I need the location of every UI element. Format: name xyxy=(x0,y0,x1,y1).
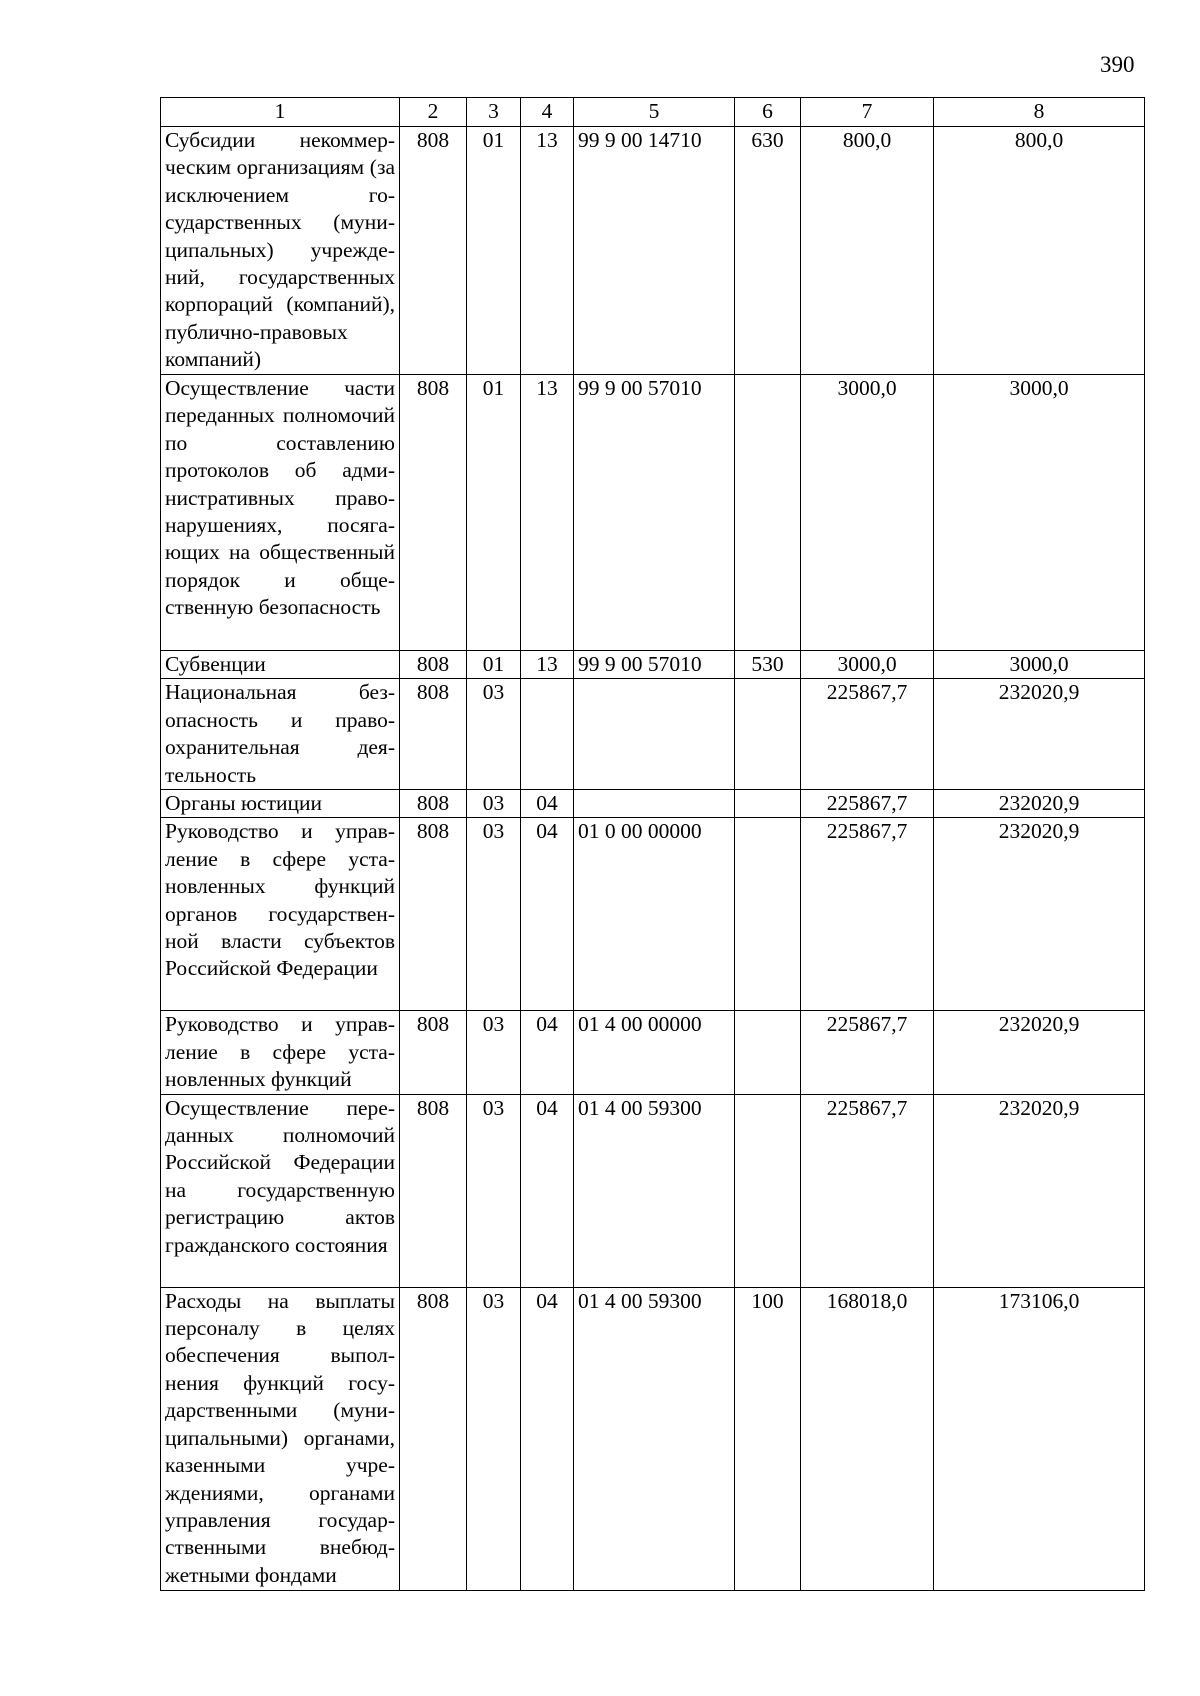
amount-year-1: 225867,7 xyxy=(801,1094,934,1287)
amount-year-2: 232020,9 xyxy=(934,1094,1145,1287)
page-number: 390 xyxy=(1100,52,1135,77)
expense-type-code xyxy=(735,679,801,790)
subsection-code: 04 xyxy=(521,818,574,1011)
table-row xyxy=(161,679,1145,790)
table-row xyxy=(161,818,1145,1011)
table-row xyxy=(161,127,1145,375)
table-row xyxy=(161,375,1145,651)
amount-year-2: 232020,9 xyxy=(934,790,1145,818)
column-header: 3 xyxy=(467,98,521,127)
amount-year-1: 225867,7 xyxy=(801,679,934,790)
subsection-code: 13 xyxy=(521,651,574,679)
column-header: 4 xyxy=(521,98,574,127)
amount-year-2: 3000,0 xyxy=(934,375,1145,651)
target-item-code: 01 4 00 59300 xyxy=(574,1287,735,1590)
table-row xyxy=(161,1094,1145,1287)
expense-name: Субвенции xyxy=(161,651,400,679)
budget-table xyxy=(160,97,1145,1591)
expense-name: Осуществление части переданных полномочий по составлению протоколов об административных правонарушениях, посягающих на общественный порядок и общественную безопасность xyxy=(161,375,400,651)
ministry-code: 808 xyxy=(400,818,467,1011)
subsection-code: 13 xyxy=(521,375,574,651)
target-item-code: 99 9 00 57010 xyxy=(574,375,735,651)
target-item-code: 01 4 00 00000 xyxy=(574,1011,735,1094)
amount-year-2: 3000,0 xyxy=(934,651,1145,679)
expense-name: Осуществление переданных полномочий Российской Федерации на государственную регистрацию актов гражданского состояния xyxy=(161,1094,400,1287)
amount-year-2: 800,0 xyxy=(934,127,1145,375)
target-item-code: 99 9 00 14710 xyxy=(574,127,735,375)
column-header: 6 xyxy=(735,98,801,127)
target-item-code xyxy=(574,790,735,818)
section-code: 03 xyxy=(467,1094,521,1287)
section-code: 03 xyxy=(467,1287,521,1590)
header-row xyxy=(161,98,1145,127)
amount-year-1: 225867,7 xyxy=(801,790,934,818)
amount-year-2: 232020,9 xyxy=(934,679,1145,790)
section-code: 03 xyxy=(467,790,521,818)
ministry-code: 808 xyxy=(400,790,467,818)
section-code: 03 xyxy=(467,1011,521,1094)
section-code: 01 xyxy=(467,375,521,651)
target-item-code xyxy=(574,679,735,790)
subsection-code: 04 xyxy=(521,790,574,818)
table-row xyxy=(161,1011,1145,1094)
amount-year-1: 800,0 xyxy=(801,127,934,375)
table-row xyxy=(161,1287,1145,1590)
amount-year-1: 3000,0 xyxy=(801,651,934,679)
column-header: 7 xyxy=(801,98,934,127)
ministry-code: 808 xyxy=(400,1287,467,1590)
amount-year-2: 232020,9 xyxy=(934,818,1145,1011)
column-header: 8 xyxy=(934,98,1145,127)
ministry-code: 808 xyxy=(400,651,467,679)
expense-name: Руководство и управление в сфере установленных функций органов государственной власти субъектов Российской Федерации xyxy=(161,818,400,1011)
ministry-code: 808 xyxy=(400,375,467,651)
subsection-code: 04 xyxy=(521,1094,574,1287)
ministry-code: 808 xyxy=(400,127,467,375)
ministry-code: 808 xyxy=(400,1094,467,1287)
subsection-code: 04 xyxy=(521,1287,574,1590)
expense-type-code xyxy=(735,818,801,1011)
subsection-code: 04 xyxy=(521,1011,574,1094)
subsection-code: 13 xyxy=(521,127,574,375)
target-item-code: 01 0 00 00000 xyxy=(574,818,735,1011)
expense-type-code: 630 xyxy=(735,127,801,375)
target-item-code: 01 4 00 59300 xyxy=(574,1094,735,1287)
column-header: 5 xyxy=(574,98,735,127)
section-code: 03 xyxy=(467,818,521,1011)
amount-year-1: 3000,0 xyxy=(801,375,934,651)
expense-type-code xyxy=(735,1094,801,1287)
amount-year-1: 225867,7 xyxy=(801,1011,934,1094)
section-code: 03 xyxy=(467,679,521,790)
amount-year-2: 232020,9 xyxy=(934,1011,1145,1094)
amount-year-2: 173106,0 xyxy=(934,1287,1145,1590)
expense-name: Субсидии некоммерческим организациям (за исключением государственных (муниципальных) учреждений, государственных корпораций (компаний), публично-правовых компаний) xyxy=(161,127,400,375)
expense-name: Руководство и управление в сфере установленных функций xyxy=(161,1011,400,1094)
section-code: 01 xyxy=(467,127,521,375)
ministry-code: 808 xyxy=(400,1011,467,1094)
ministry-code: 808 xyxy=(400,679,467,790)
expense-type-code: 530 xyxy=(735,651,801,679)
table-row xyxy=(161,790,1145,818)
expense-type-code: 100 xyxy=(735,1287,801,1590)
expense-type-code xyxy=(735,1011,801,1094)
column-header: 2 xyxy=(400,98,467,127)
expense-type-code xyxy=(735,790,801,818)
expense-type-code xyxy=(735,375,801,651)
target-item-code: 99 9 00 57010 xyxy=(574,651,735,679)
section-code: 01 xyxy=(467,651,521,679)
column-header: 1 xyxy=(161,98,400,127)
expense-name: Органы юстиции xyxy=(161,790,400,818)
expense-name: Национальная безопасность и правоохранительная деятельность xyxy=(161,679,400,790)
amount-year-1: 225867,7 xyxy=(801,818,934,1011)
subsection-code xyxy=(521,679,574,790)
expense-name: Расходы на выплаты персоналу в целях обеспечения выполнения функций государственными (муниципальными) органами, казенными учреждениями, органами управления государственными внебюджетными фондами xyxy=(161,1287,400,1590)
table-row xyxy=(161,651,1145,679)
amount-year-1: 168018,0 xyxy=(801,1287,934,1590)
